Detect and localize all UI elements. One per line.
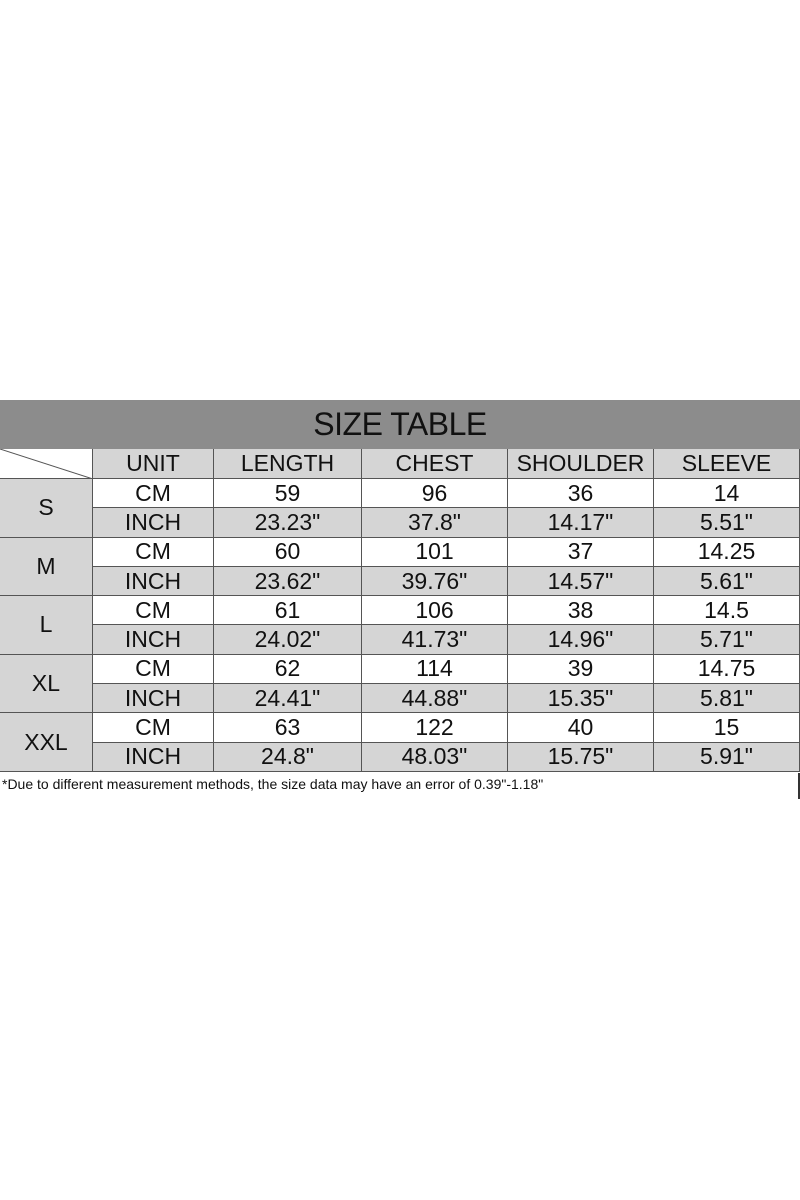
size-chart [0, 400, 800, 800]
size-table [0, 449, 800, 772]
unit-label: CM [93, 713, 214, 742]
table-cell: 38 [508, 596, 654, 625]
unit-label: CM [93, 596, 214, 625]
column-header: CHEST [362, 449, 508, 479]
table-cell: 15.35" [508, 684, 654, 713]
table-cell: 5.51" [654, 508, 800, 537]
unit-label: INCH [93, 567, 214, 596]
table-cell: 14.57" [508, 567, 654, 596]
table-cell: 14.17" [508, 508, 654, 537]
unit-label: INCH [93, 684, 214, 713]
column-header: UNIT [93, 449, 214, 479]
table-cell: 23.23" [214, 508, 362, 537]
table-cell: 37.8" [362, 508, 508, 537]
table-cell: 5.91" [654, 743, 800, 772]
table-cell: 101 [362, 538, 508, 567]
size-label: L [0, 596, 93, 655]
table-cell: 36 [508, 479, 654, 508]
table-cell: 60 [214, 538, 362, 567]
table-cell: 5.81" [654, 684, 800, 713]
table-cell: 48.03" [362, 743, 508, 772]
table-cell: 23.62" [214, 567, 362, 596]
table-cell: 14.75 [654, 655, 800, 684]
table-cell: 24.8" [214, 743, 362, 772]
table-cell: 39 [508, 655, 654, 684]
unit-label: INCH [93, 625, 214, 654]
table-cell: 5.61" [654, 567, 800, 596]
size-label: S [0, 479, 93, 538]
column-header: SLEEVE [654, 449, 800, 479]
table-cell: 62 [214, 655, 362, 684]
table-cell: 39.76" [362, 567, 508, 596]
table-cell: 24.02" [214, 625, 362, 654]
table-cell: 14.96" [508, 625, 654, 654]
table-cell: 5.71" [654, 625, 800, 654]
table-cell: 24.41" [214, 684, 362, 713]
column-header: LENGTH [214, 449, 362, 479]
size-label: XL [0, 655, 93, 714]
size-label: XXL [0, 713, 93, 772]
table-cell: 122 [362, 713, 508, 742]
diagonal-line [0, 449, 93, 479]
footnote: *Due to different measurement methods, the size data may have an error of 0.39"-1.18" [0, 773, 800, 799]
table-cell: 15.75" [508, 743, 654, 772]
unit-label: CM [93, 538, 214, 567]
corner-cell [0, 449, 93, 479]
unit-label: CM [93, 479, 214, 508]
table-cell: 59 [214, 479, 362, 508]
table-cell: 14.5 [654, 596, 800, 625]
table-cell: 40 [508, 713, 654, 742]
table-title: SIZE TABLE [0, 400, 800, 449]
table-cell: 37 [508, 538, 654, 567]
unit-label: CM [93, 655, 214, 684]
table-cell: 114 [362, 655, 508, 684]
size-label: M [0, 538, 93, 597]
column-header: SHOULDER [508, 449, 654, 479]
table-cell: 14 [654, 479, 800, 508]
table-cell: 106 [362, 596, 508, 625]
table-cell: 41.73" [362, 625, 508, 654]
table-cell: 14.25 [654, 538, 800, 567]
table-cell: 15 [654, 713, 800, 742]
table-cell: 63 [214, 713, 362, 742]
table-cell: 96 [362, 479, 508, 508]
unit-label: INCH [93, 743, 214, 772]
table-cell: 61 [214, 596, 362, 625]
unit-label: INCH [93, 508, 214, 537]
table-cell: 44.88" [362, 684, 508, 713]
